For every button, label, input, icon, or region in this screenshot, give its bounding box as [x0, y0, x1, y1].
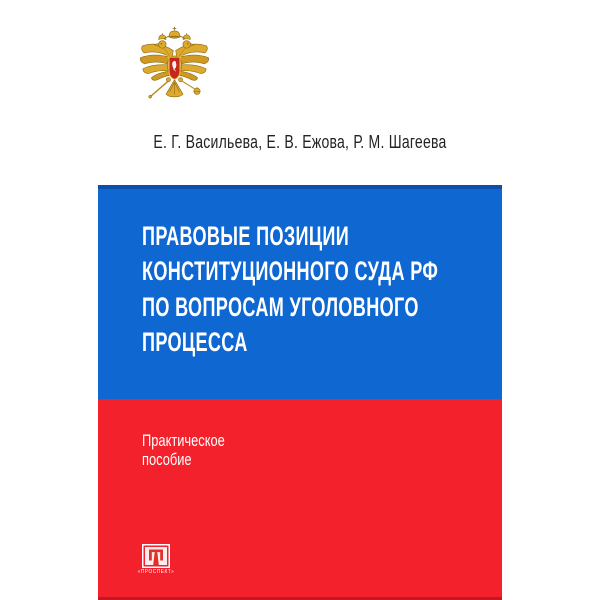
prospekt-publisher-logo: [136, 544, 176, 575]
russia-coat-of-arms-emblem: [138, 26, 211, 103]
title-band: [98, 185, 502, 399]
title-line-3: ПО ВОПРОСАМ УГОЛОВНОГО: [142, 291, 419, 322]
bottom-band: [98, 399, 502, 600]
publisher-name-label: «ПРОСПЕКТ»: [137, 569, 175, 575]
book-subtitle: [142, 432, 225, 469]
title-line-2: КОНСТИТУЦИОННОГО СУДА РФ: [142, 256, 439, 287]
authors-line: Е. Г. Васильева, Е. В. Ежова, Р. М. Шагеева: [153, 132, 447, 152]
title-line-4: ПРОЦЕССА: [142, 327, 248, 358]
subtitle-line-1: Практическое: [142, 432, 225, 450]
st-george-shield: [169, 57, 180, 79]
book-title: [142, 219, 438, 361]
subtitle-line-2: пособие: [142, 450, 192, 469]
title-line-1: ПРАВОВЫЕ ПОЗИЦИИ: [142, 221, 350, 251]
prospekt-gate-icon: [142, 544, 170, 568]
book-cover: [98, 0, 502, 600]
